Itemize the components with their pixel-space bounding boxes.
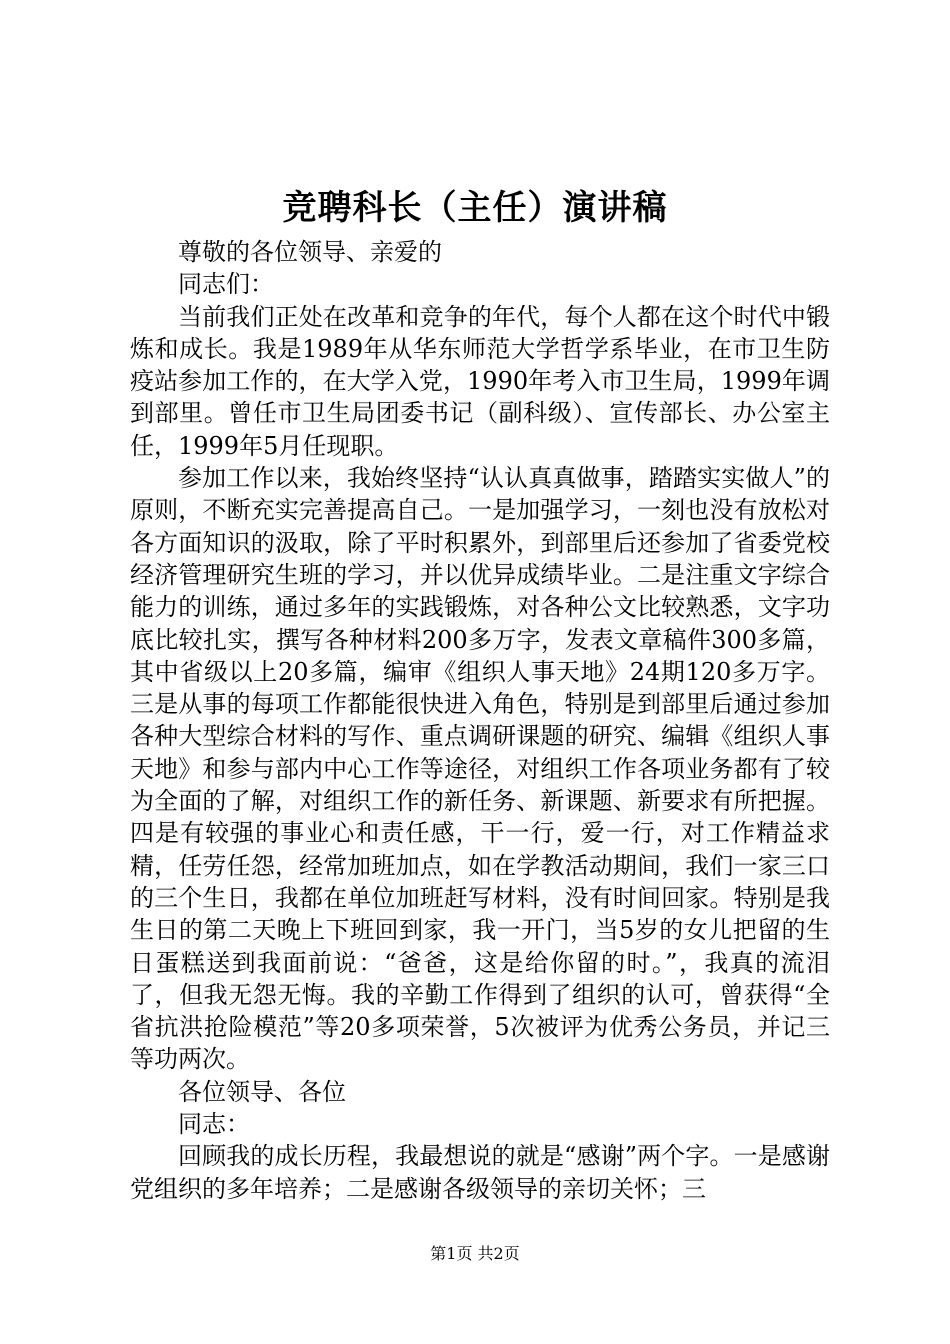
salutation-line-4: 同志： (178, 1110, 250, 1139)
paragraph-gratitude: 回顾我的成长历程，我最想说的就是“感谢”两个字。一是感谢党组织的多年培养；二是感谢各级领导的亲切关怀；三 (130, 1142, 830, 1203)
document-body (130, 236, 830, 1205)
salutation-line-3: 各位领导、各位 (178, 1077, 346, 1106)
document-title: 竞聘科长（主任）演讲稿 (282, 188, 668, 228)
paragraph-intro: 当前我们正处在改革和竞争的年代，每个人都在这个时代中锻炼和成长。我是1989年从华东师范大学哲学系毕业，在市卫生防疫站参加工作的，在大学入党，1990年考入市卫生局，1999年调到部里。曾任市卫生局团委书记（副科级）、宣传部长、办公室主任，1999年5月任现职。 (130, 302, 830, 460)
paragraph-experience: 参加工作以来，我始终坚持“认认真真做事，踏踏实实做人”的原则，不断充实完善提高自己。一是加强学习，一刻也没有放松对各方面知识的汲取，除了平时积累外，到部里后还参加了省委党校经济管理研究生班的学习，并以优异成绩毕业。二是注重文字综合能力的训练，通过多年的实践锻炼，对各种公文比较熟悉，文字功底比较扎实，撰写各种材料200多万字，发表文章稿件300多篇，其中省级以上20多篇，编审《组织人事天地》24期120多万字。三是从事的每项工作都能很快进入角色，特别是到部里后通过参加各种大型综合材料的写作、重点调研课题的研究、编辑《组织人事天地》和参与部内中心工作等途径，对组织工作各项业务都有了较为全面的了解，对组织工作的新任务、新课题、新要求有所把握。四是有较强的事业心和责任感，干一行，爱一行，对工作精益求精，任劳任怨，经常加班加点，如在学教活动期间，我们一家三口的三个生日，我都在单位加班赶写材料，没有时间回家。特别是我生日的第二天晚上下班回到家，我一开门，当5岁的女儿把留的生日蛋糕送到我面前说：“爸爸，这是给你留的时。”，我真的流泪了，但我无怨无悔。我的辛勤工作得到了组织的认可，曾获得“全省抗洪抢险模范”等20多项荣誉，5次被评为优秀公务员，并记三等功两次。 (130, 464, 830, 1074)
page-footer: 第1页 共2页 (430, 1244, 520, 1263)
salutation-line-2: 同志们： (178, 270, 274, 299)
salutation-line-1: 尊敬的各位领导、亲爱的 (178, 238, 442, 266)
